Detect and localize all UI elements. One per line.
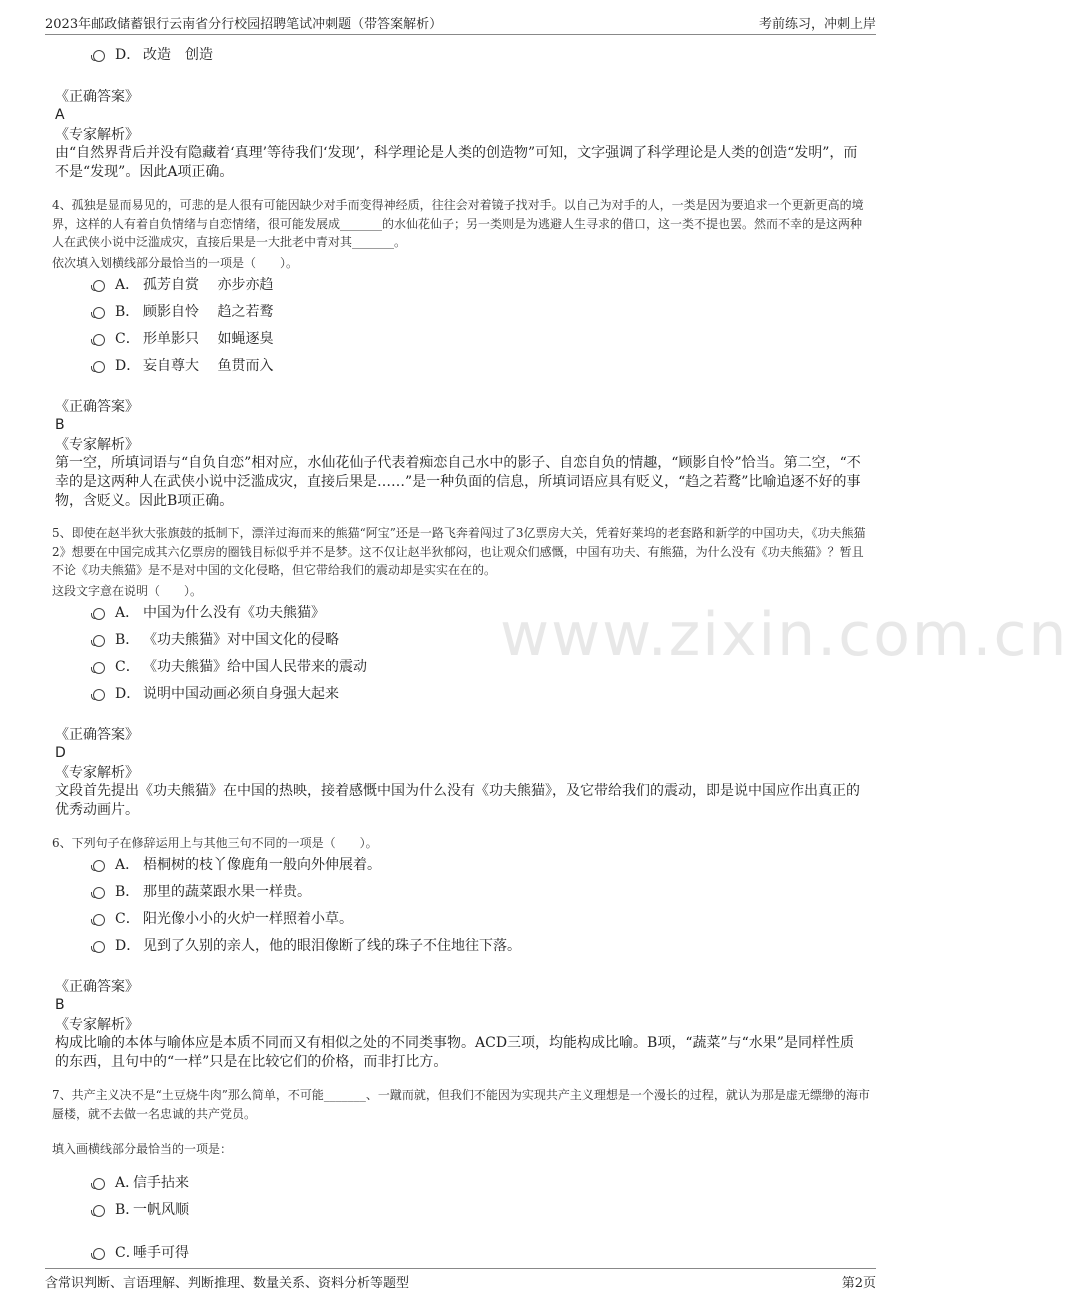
footer-categories: 含常识判断、言语理解、判断推理、数量关系、资料分析等题型 — [45, 1276, 410, 1291]
expert-analysis-label: 《专家解析》 — [55, 437, 139, 453]
q5-analysis: 文段首先提出《功夫熊猫》在中国的热映，接着感慨中国为什么没有《功夫熊猫》，及它带给我们的震动，即是说中国应作出真正的优秀动画片。 — [55, 783, 860, 818]
radio-icon[interactable] — [93, 887, 105, 899]
q4-prompt: 依次填入划横线部分最恰当的一项是（ ）。 — [52, 256, 299, 270]
q6-analysis: 构成比喻的本体与喻体应是本质不同而又有相似之处的不同类事物。ACD三项，均能构成比喻。B项，“蔬菜”与“水果”是同样性质的东西，且句中的“一样”只是在比较它们的价格，而非打比方。 — [55, 1035, 854, 1070]
page-footer — [45, 1268, 876, 1291]
q5-prompt: 这段文字意在说明（ ）。 — [52, 584, 203, 598]
radio-icon[interactable] — [93, 307, 105, 319]
radio-icon[interactable] — [93, 1248, 105, 1260]
header-slogan: 考前练习，冲刺上岸 — [758, 17, 876, 32]
correct-answer-label: 《正确答案》 — [55, 399, 139, 415]
radio-icon[interactable] — [93, 50, 105, 62]
q5-stem: 5、即使在赵半狄大张旗鼓的抵制下，漂洋过海而来的熊猫“阿宝”还是一路飞奔着闯过了3亿票房大关，凭着好莱坞的老套路和新学的中国功夫，《功夫熊猫2》想要在中国完成其六亿票房的圈钱目标似乎并不是梦。这不仅让赵半狄郁闷，也让观众们感慨，中国有功夫、有熊猫，为什么没有《功夫熊猫》？暂且不论《功夫熊猫》是不是对中国的文化侵略，但它带给我们的震动却是实实在在的。 — [52, 526, 866, 577]
radio-icon[interactable] — [93, 608, 105, 620]
radio-icon[interactable] — [93, 662, 105, 674]
radio-icon[interactable] — [93, 334, 105, 346]
radio-icon[interactable] — [93, 689, 105, 701]
radio-icon[interactable] — [93, 280, 105, 292]
radio-icon[interactable] — [93, 1178, 105, 1190]
correct-answer-label: 《正确答案》 — [55, 727, 139, 743]
correct-answer-label: 《正确答案》 — [55, 979, 139, 995]
q4-answer: B — [55, 417, 65, 433]
q7-prompt: 填入画横线部分最恰当的一项是： — [52, 1142, 233, 1156]
expert-analysis-label: 《专家解析》 — [55, 765, 139, 781]
document-title: 2023年邮政储蓄银行云南省分行校园招聘笔试冲刺题（带答案解析） — [45, 17, 443, 32]
q4-stem: 4、孤独是显而易见的，可悲的是人很有可能因缺少对手而变得神经质，往往会对着镜子找对手。以自己为对手的人，一类是因为要追求一个更新更高的境界，这样的人有着自负情绪与自恋情绪，很可能发展成_______的水仙花仙子；另一类则是为逃避人生寻求的借口，这一类不提也罢。然而不幸的是这两种人在武侠小说中泛滥成灾，直接后果是一大批老中青对其_______。 — [52, 198, 864, 249]
q3-answer: A — [55, 107, 65, 123]
page-header — [45, 12, 876, 35]
q4-analysis: 第一空，所填词语与“自负自恋”相对应，水仙花仙子代表着痴恋自己水中的影子、自恋自负的情趣，“顾影自怜”恰当。第二空，“不幸的是这两种人在武侠小说中泛滥成灾，直接后果是……”是一种负面的信息，所填词语应具有贬义，“趋之若鹜”比喻追逐不好的事物，含贬义。因此B项正确。 — [55, 455, 861, 509]
page-number: 第2页 — [841, 1276, 876, 1291]
q5-answer: D — [55, 745, 66, 761]
expert-analysis-label: 《专家解析》 — [55, 127, 139, 143]
expert-analysis-label: 《专家解析》 — [55, 1017, 139, 1033]
radio-icon[interactable] — [93, 860, 105, 872]
radio-icon[interactable] — [93, 1205, 105, 1217]
q6-answer: B — [55, 997, 65, 1013]
radio-icon[interactable] — [93, 941, 105, 953]
radio-icon[interactable] — [93, 635, 105, 647]
watermark: www.zixin.com.cn — [500, 600, 1068, 670]
q7-stem: 7、共产主义决不是“土豆烧牛肉”那么简单，不可能_______、一蹴而就，但我们不能因为实现共产主义理想是一个漫长的过程，就认为那是虚无缥缈的海市蜃楼，就不去做一名忠诚的共产党员。 — [52, 1088, 870, 1121]
radio-icon[interactable] — [93, 361, 105, 373]
correct-answer-label: 《正确答案》 — [55, 89, 139, 105]
q6-stem: 6、下列句子在修辞运用上与其他三句不同的一项是（ ）。 — [52, 836, 378, 850]
q3-analysis: 由“自然界背后并没有隐藏着‘真理’等待我们‘发现’，科学理论是人类的创造物”可知，文字强调了科学理论是人类的创造“发明”，而不是“发现”。因此A项正确。 — [55, 145, 858, 180]
radio-icon[interactable] — [93, 914, 105, 926]
